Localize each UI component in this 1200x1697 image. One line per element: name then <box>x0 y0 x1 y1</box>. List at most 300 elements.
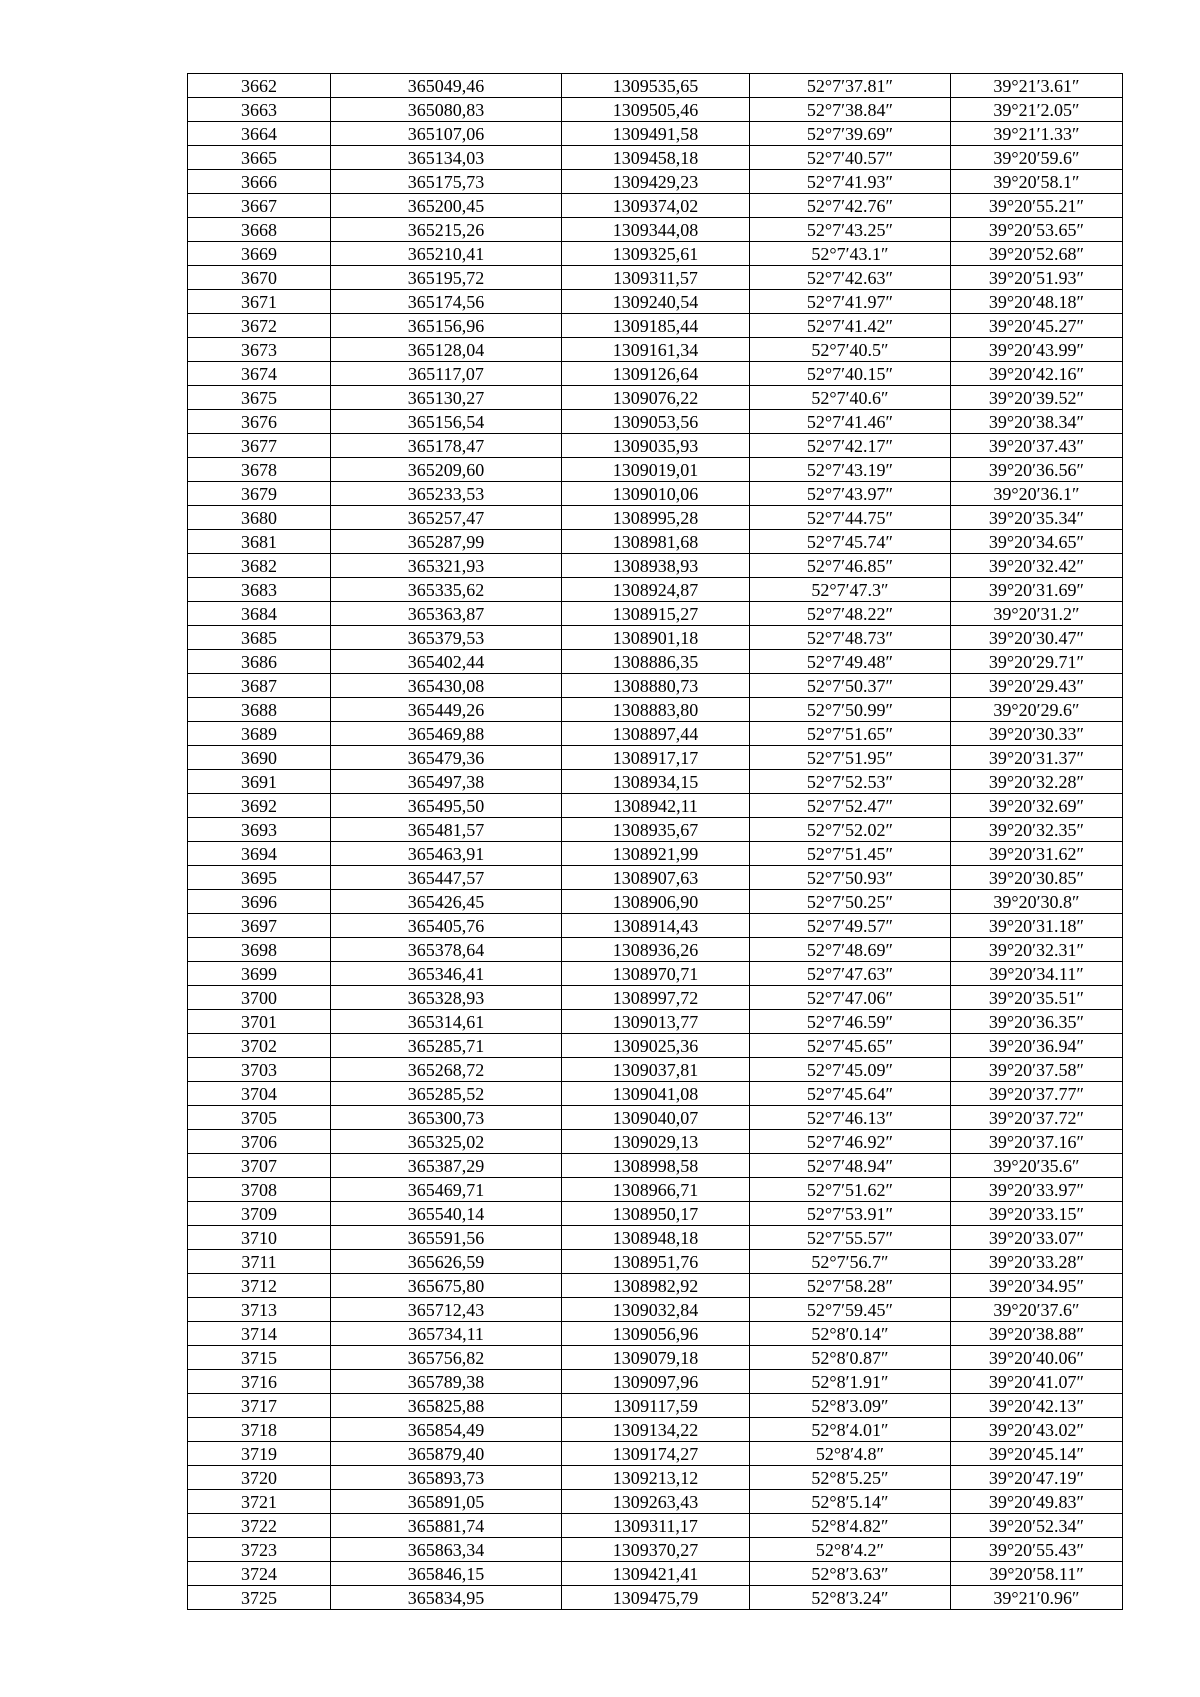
point-number-cell: 3702 <box>188 1034 331 1058</box>
latitude-cell: 52°7′42.76″ <box>750 194 951 218</box>
latitude-cell: 52°7′52.53″ <box>750 770 951 794</box>
table-row <box>188 122 1123 146</box>
y-coordinate-cell: 1308982,92 <box>562 1274 750 1298</box>
table-row <box>188 554 1123 578</box>
latitude-cell: 52°7′43.97″ <box>750 482 951 506</box>
x-coordinate-cell: 365449,26 <box>331 698 562 722</box>
y-coordinate-cell: 1308938,93 <box>562 554 750 578</box>
latitude-cell: 52°7′45.74″ <box>750 530 951 554</box>
longitude-cell: 39°20′36.1″ <box>951 482 1123 506</box>
latitude-cell: 52°7′46.85″ <box>750 554 951 578</box>
latitude-cell: 52°7′48.22″ <box>750 602 951 626</box>
x-coordinate-cell: 365854,49 <box>331 1418 562 1442</box>
x-coordinate-cell: 365335,62 <box>331 578 562 602</box>
latitude-cell: 52°7′47.63″ <box>750 962 951 986</box>
point-number-cell: 3662 <box>188 74 331 98</box>
table-row <box>188 266 1123 290</box>
y-coordinate-cell: 1309032,84 <box>562 1298 750 1322</box>
point-number-cell: 3680 <box>188 506 331 530</box>
point-number-cell: 3712 <box>188 1274 331 1298</box>
longitude-cell: 39°20′32.69″ <box>951 794 1123 818</box>
point-number-cell: 3697 <box>188 914 331 938</box>
table-row <box>188 1130 1123 1154</box>
point-number-cell: 3691 <box>188 770 331 794</box>
x-coordinate-cell: 365447,57 <box>331 866 562 890</box>
x-coordinate-cell: 365891,05 <box>331 1490 562 1514</box>
point-number-cell: 3717 <box>188 1394 331 1418</box>
longitude-cell: 39°20′33.15″ <box>951 1202 1123 1226</box>
longitude-cell: 39°20′29.43″ <box>951 674 1123 698</box>
x-coordinate-cell: 365879,40 <box>331 1442 562 1466</box>
table-row <box>188 98 1123 122</box>
longitude-cell: 39°20′45.14″ <box>951 1442 1123 1466</box>
x-coordinate-cell: 365591,56 <box>331 1226 562 1250</box>
latitude-cell: 52°7′41.46″ <box>750 410 951 434</box>
longitude-cell: 39°20′35.51″ <box>951 986 1123 1010</box>
longitude-cell: 39°20′59.6″ <box>951 146 1123 170</box>
point-number-cell: 3667 <box>188 194 331 218</box>
table-row <box>188 1058 1123 1082</box>
longitude-cell: 39°20′30.47″ <box>951 626 1123 650</box>
y-coordinate-cell: 1309117,59 <box>562 1394 750 1418</box>
y-coordinate-cell: 1309421,41 <box>562 1562 750 1586</box>
latitude-cell: 52°7′43.1″ <box>750 242 951 266</box>
table-row <box>188 770 1123 794</box>
x-coordinate-cell: 365321,93 <box>331 554 562 578</box>
x-coordinate-cell: 365175,73 <box>331 170 562 194</box>
latitude-cell: 52°7′58.28″ <box>750 1274 951 1298</box>
x-coordinate-cell: 365363,87 <box>331 602 562 626</box>
table-row <box>188 530 1123 554</box>
latitude-cell: 52°8′4.82″ <box>750 1514 951 1538</box>
y-coordinate-cell: 1308921,99 <box>562 842 750 866</box>
point-number-cell: 3674 <box>188 362 331 386</box>
table-row <box>188 386 1123 410</box>
x-coordinate-cell: 365210,41 <box>331 242 562 266</box>
point-number-cell: 3718 <box>188 1418 331 1442</box>
y-coordinate-cell: 1309041,08 <box>562 1082 750 1106</box>
table-row <box>188 242 1123 266</box>
x-coordinate-cell: 365378,64 <box>331 938 562 962</box>
x-coordinate-cell: 365402,44 <box>331 650 562 674</box>
latitude-cell: 52°7′55.57″ <box>750 1226 951 1250</box>
point-number-cell: 3670 <box>188 266 331 290</box>
table-row <box>188 698 1123 722</box>
longitude-cell: 39°20′39.52″ <box>951 386 1123 410</box>
y-coordinate-cell: 1309535,65 <box>562 74 750 98</box>
longitude-cell: 39°21′3.61″ <box>951 74 1123 98</box>
longitude-cell: 39°20′37.16″ <box>951 1130 1123 1154</box>
point-number-cell: 3673 <box>188 338 331 362</box>
longitude-cell: 39°20′31.62″ <box>951 842 1123 866</box>
y-coordinate-cell: 1309035,93 <box>562 434 750 458</box>
coordinates-table <box>187 73 1123 1610</box>
point-number-cell: 3694 <box>188 842 331 866</box>
table-row <box>188 1274 1123 1298</box>
x-coordinate-cell: 365481,57 <box>331 818 562 842</box>
x-coordinate-cell: 365626,59 <box>331 1250 562 1274</box>
latitude-cell: 52°7′50.25″ <box>750 890 951 914</box>
latitude-cell: 52°8′3.09″ <box>750 1394 951 1418</box>
longitude-cell: 39°20′40.06″ <box>951 1346 1123 1370</box>
latitude-cell: 52°8′0.14″ <box>750 1322 951 1346</box>
point-number-cell: 3716 <box>188 1370 331 1394</box>
y-coordinate-cell: 1308981,68 <box>562 530 750 554</box>
table-row <box>188 1202 1123 1226</box>
table-row <box>188 410 1123 434</box>
latitude-cell: 52°8′5.14″ <box>750 1490 951 1514</box>
latitude-cell: 52°7′49.48″ <box>750 650 951 674</box>
latitude-cell: 52°7′45.64″ <box>750 1082 951 1106</box>
point-number-cell: 3668 <box>188 218 331 242</box>
table-row <box>188 962 1123 986</box>
latitude-cell: 52°7′59.45″ <box>750 1298 951 1322</box>
latitude-cell: 52°7′40.57″ <box>750 146 951 170</box>
point-number-cell: 3699 <box>188 962 331 986</box>
y-coordinate-cell: 1309429,23 <box>562 170 750 194</box>
table-row <box>188 1442 1123 1466</box>
longitude-cell: 39°20′32.28″ <box>951 770 1123 794</box>
table-row <box>188 194 1123 218</box>
table-row <box>188 314 1123 338</box>
table-row <box>188 1418 1123 1442</box>
y-coordinate-cell: 1308942,11 <box>562 794 750 818</box>
x-coordinate-cell: 365325,02 <box>331 1130 562 1154</box>
x-coordinate-cell: 365257,47 <box>331 506 562 530</box>
latitude-cell: 52°7′51.95″ <box>750 746 951 770</box>
x-coordinate-cell: 365285,71 <box>331 1034 562 1058</box>
latitude-cell: 52°7′42.63″ <box>750 266 951 290</box>
x-coordinate-cell: 365712,43 <box>331 1298 562 1322</box>
x-coordinate-cell: 365379,53 <box>331 626 562 650</box>
x-coordinate-cell: 365540,14 <box>331 1202 562 1226</box>
longitude-cell: 39°20′43.99″ <box>951 338 1123 362</box>
table-row <box>188 1466 1123 1490</box>
x-coordinate-cell: 365080,83 <box>331 98 562 122</box>
point-number-cell: 3706 <box>188 1130 331 1154</box>
latitude-cell: 52°7′41.42″ <box>750 314 951 338</box>
longitude-cell: 39°20′31.18″ <box>951 914 1123 938</box>
longitude-cell: 39°20′37.72″ <box>951 1106 1123 1130</box>
point-number-cell: 3695 <box>188 866 331 890</box>
point-number-cell: 3685 <box>188 626 331 650</box>
longitude-cell: 39°20′52.34″ <box>951 1514 1123 1538</box>
x-coordinate-cell: 365328,93 <box>331 986 562 1010</box>
table-row <box>188 818 1123 842</box>
table-row <box>188 290 1123 314</box>
longitude-cell: 39°20′31.37″ <box>951 746 1123 770</box>
latitude-cell: 52°7′39.69″ <box>750 122 951 146</box>
latitude-cell: 52°8′5.25″ <box>750 1466 951 1490</box>
y-coordinate-cell: 1309370,27 <box>562 1538 750 1562</box>
table-row <box>188 1226 1123 1250</box>
point-number-cell: 3707 <box>188 1154 331 1178</box>
point-number-cell: 3715 <box>188 1346 331 1370</box>
y-coordinate-cell: 1308901,18 <box>562 626 750 650</box>
x-coordinate-cell: 365178,47 <box>331 434 562 458</box>
longitude-cell: 39°20′38.34″ <box>951 410 1123 434</box>
longitude-cell: 39°20′36.35″ <box>951 1010 1123 1034</box>
table-row <box>188 1586 1123 1610</box>
y-coordinate-cell: 1309097,96 <box>562 1370 750 1394</box>
table-row <box>188 794 1123 818</box>
table-row <box>188 482 1123 506</box>
y-coordinate-cell: 1309213,12 <box>562 1466 750 1490</box>
point-number-cell: 3689 <box>188 722 331 746</box>
point-number-cell: 3678 <box>188 458 331 482</box>
table-row <box>188 1514 1123 1538</box>
table-row <box>188 890 1123 914</box>
table-row <box>188 1562 1123 1586</box>
x-coordinate-cell: 365209,60 <box>331 458 562 482</box>
x-coordinate-cell: 365863,34 <box>331 1538 562 1562</box>
longitude-cell: 39°20′38.88″ <box>951 1322 1123 1346</box>
x-coordinate-cell: 365789,38 <box>331 1370 562 1394</box>
y-coordinate-cell: 1309056,96 <box>562 1322 750 1346</box>
latitude-cell: 52°7′42.17″ <box>750 434 951 458</box>
point-number-cell: 3720 <box>188 1466 331 1490</box>
longitude-cell: 39°20′33.07″ <box>951 1226 1123 1250</box>
y-coordinate-cell: 1309263,43 <box>562 1490 750 1514</box>
latitude-cell: 52°7′44.75″ <box>750 506 951 530</box>
y-coordinate-cell: 1308951,76 <box>562 1250 750 1274</box>
x-coordinate-cell: 365215,26 <box>331 218 562 242</box>
x-coordinate-cell: 365825,88 <box>331 1394 562 1418</box>
table-row <box>188 1370 1123 1394</box>
x-coordinate-cell: 365156,96 <box>331 314 562 338</box>
latitude-cell: 52°7′52.02″ <box>750 818 951 842</box>
longitude-cell: 39°20′32.42″ <box>951 554 1123 578</box>
latitude-cell: 52°7′50.99″ <box>750 698 951 722</box>
x-coordinate-cell: 365846,15 <box>331 1562 562 1586</box>
table-row <box>188 938 1123 962</box>
y-coordinate-cell: 1308924,87 <box>562 578 750 602</box>
point-number-cell: 3676 <box>188 410 331 434</box>
table-row <box>188 866 1123 890</box>
point-number-cell: 3681 <box>188 530 331 554</box>
table-row <box>188 458 1123 482</box>
y-coordinate-cell: 1308950,17 <box>562 1202 750 1226</box>
y-coordinate-cell: 1309037,81 <box>562 1058 750 1082</box>
longitude-cell: 39°20′33.28″ <box>951 1250 1123 1274</box>
longitude-cell: 39°20′47.19″ <box>951 1466 1123 1490</box>
point-number-cell: 3663 <box>188 98 331 122</box>
latitude-cell: 52°7′41.93″ <box>750 170 951 194</box>
latitude-cell: 52°8′0.87″ <box>750 1346 951 1370</box>
y-coordinate-cell: 1308934,15 <box>562 770 750 794</box>
point-number-cell: 3687 <box>188 674 331 698</box>
table-row <box>188 1322 1123 1346</box>
longitude-cell: 39°20′43.02″ <box>951 1418 1123 1442</box>
longitude-cell: 39°20′53.65″ <box>951 218 1123 242</box>
point-number-cell: 3686 <box>188 650 331 674</box>
table-row <box>188 626 1123 650</box>
longitude-cell: 39°20′49.83″ <box>951 1490 1123 1514</box>
latitude-cell: 52°7′43.25″ <box>750 218 951 242</box>
x-coordinate-cell: 365469,88 <box>331 722 562 746</box>
point-number-cell: 3684 <box>188 602 331 626</box>
y-coordinate-cell: 1309010,06 <box>562 482 750 506</box>
longitude-cell: 39°20′32.31″ <box>951 938 1123 962</box>
table-row <box>188 362 1123 386</box>
x-coordinate-cell: 365346,41 <box>331 962 562 986</box>
y-coordinate-cell: 1308995,28 <box>562 506 750 530</box>
latitude-cell: 52°7′38.84″ <box>750 98 951 122</box>
point-number-cell: 3705 <box>188 1106 331 1130</box>
x-coordinate-cell: 365300,73 <box>331 1106 562 1130</box>
y-coordinate-cell: 1309053,56 <box>562 410 750 434</box>
y-coordinate-cell: 1309240,54 <box>562 290 750 314</box>
table-row <box>188 1250 1123 1274</box>
latitude-cell: 52°7′37.81″ <box>750 74 951 98</box>
latitude-cell: 52°7′45.65″ <box>750 1034 951 1058</box>
latitude-cell: 52°7′40.15″ <box>750 362 951 386</box>
x-coordinate-cell: 365117,07 <box>331 362 562 386</box>
y-coordinate-cell: 1308917,17 <box>562 746 750 770</box>
longitude-cell: 39°20′58.1″ <box>951 170 1123 194</box>
latitude-cell: 52°8′4.8″ <box>750 1442 951 1466</box>
y-coordinate-cell: 1309325,61 <box>562 242 750 266</box>
latitude-cell: 52°7′48.69″ <box>750 938 951 962</box>
x-coordinate-cell: 365130,27 <box>331 386 562 410</box>
point-number-cell: 3677 <box>188 434 331 458</box>
table-row <box>188 986 1123 1010</box>
table-row <box>188 674 1123 698</box>
table-row <box>188 914 1123 938</box>
longitude-cell: 39°20′37.43″ <box>951 434 1123 458</box>
longitude-cell: 39°20′34.95″ <box>951 1274 1123 1298</box>
longitude-cell: 39°21′1.33″ <box>951 122 1123 146</box>
longitude-cell: 39°20′33.97″ <box>951 1178 1123 1202</box>
table-row <box>188 338 1123 362</box>
point-number-cell: 3679 <box>188 482 331 506</box>
x-coordinate-cell: 365233,53 <box>331 482 562 506</box>
longitude-cell: 39°20′30.85″ <box>951 866 1123 890</box>
point-number-cell: 3693 <box>188 818 331 842</box>
latitude-cell: 52°7′46.92″ <box>750 1130 951 1154</box>
table-row <box>188 746 1123 770</box>
table-row <box>188 74 1123 98</box>
table-row <box>188 1490 1123 1514</box>
point-number-cell: 3701 <box>188 1010 331 1034</box>
point-number-cell: 3724 <box>188 1562 331 1586</box>
point-number-cell: 3713 <box>188 1298 331 1322</box>
table-row <box>188 1106 1123 1130</box>
table-row <box>188 218 1123 242</box>
coordinates-table-body <box>188 74 1123 1610</box>
y-coordinate-cell: 1308998,58 <box>562 1154 750 1178</box>
point-number-cell: 3688 <box>188 698 331 722</box>
longitude-cell: 39°20′31.69″ <box>951 578 1123 602</box>
point-number-cell: 3696 <box>188 890 331 914</box>
y-coordinate-cell: 1308880,73 <box>562 674 750 698</box>
x-coordinate-cell: 365469,71 <box>331 1178 562 1202</box>
y-coordinate-cell: 1309029,13 <box>562 1130 750 1154</box>
latitude-cell: 52°7′51.45″ <box>750 842 951 866</box>
x-coordinate-cell: 365268,72 <box>331 1058 562 1082</box>
point-number-cell: 3710 <box>188 1226 331 1250</box>
x-coordinate-cell: 365463,91 <box>331 842 562 866</box>
latitude-cell: 52°7′50.93″ <box>750 866 951 890</box>
y-coordinate-cell: 1309040,07 <box>562 1106 750 1130</box>
longitude-cell: 39°20′52.68″ <box>951 242 1123 266</box>
y-coordinate-cell: 1309013,77 <box>562 1010 750 1034</box>
longitude-cell: 39°20′31.2″ <box>951 602 1123 626</box>
y-coordinate-cell: 1309475,79 <box>562 1586 750 1610</box>
table-row <box>188 1394 1123 1418</box>
y-coordinate-cell: 1309344,08 <box>562 218 750 242</box>
latitude-cell: 52°7′48.94″ <box>750 1154 951 1178</box>
point-number-cell: 3708 <box>188 1178 331 1202</box>
latitude-cell: 52°7′51.65″ <box>750 722 951 746</box>
latitude-cell: 52°7′43.19″ <box>750 458 951 482</box>
y-coordinate-cell: 1308997,72 <box>562 986 750 1010</box>
point-number-cell: 3704 <box>188 1082 331 1106</box>
y-coordinate-cell: 1308948,18 <box>562 1226 750 1250</box>
x-coordinate-cell: 365128,04 <box>331 338 562 362</box>
table-row <box>188 722 1123 746</box>
x-coordinate-cell: 365430,08 <box>331 674 562 698</box>
longitude-cell: 39°20′36.94″ <box>951 1034 1123 1058</box>
point-number-cell: 3683 <box>188 578 331 602</box>
table-row <box>188 842 1123 866</box>
point-number-cell: 3666 <box>188 170 331 194</box>
x-coordinate-cell: 365174,56 <box>331 290 562 314</box>
x-coordinate-cell: 365107,06 <box>331 122 562 146</box>
table-row <box>188 506 1123 530</box>
table-row <box>188 578 1123 602</box>
longitude-cell: 39°20′32.35″ <box>951 818 1123 842</box>
latitude-cell: 52°7′46.59″ <box>750 1010 951 1034</box>
x-coordinate-cell: 365314,61 <box>331 1010 562 1034</box>
y-coordinate-cell: 1308906,90 <box>562 890 750 914</box>
y-coordinate-cell: 1309076,22 <box>562 386 750 410</box>
longitude-cell: 39°20′55.43″ <box>951 1538 1123 1562</box>
latitude-cell: 52°7′51.62″ <box>750 1178 951 1202</box>
latitude-cell: 52°8′3.24″ <box>750 1586 951 1610</box>
y-coordinate-cell: 1308970,71 <box>562 962 750 986</box>
table-row <box>188 1010 1123 1034</box>
longitude-cell: 39°20′42.13″ <box>951 1394 1123 1418</box>
y-coordinate-cell: 1309134,22 <box>562 1418 750 1442</box>
point-number-cell: 3672 <box>188 314 331 338</box>
point-number-cell: 3700 <box>188 986 331 1010</box>
x-coordinate-cell: 365134,03 <box>331 146 562 170</box>
y-coordinate-cell: 1308914,43 <box>562 914 750 938</box>
y-coordinate-cell: 1308886,35 <box>562 650 750 674</box>
x-coordinate-cell: 365495,50 <box>331 794 562 818</box>
longitude-cell: 39°21′2.05″ <box>951 98 1123 122</box>
latitude-cell: 52°7′56.7″ <box>750 1250 951 1274</box>
y-coordinate-cell: 1309491,58 <box>562 122 750 146</box>
latitude-cell: 52°8′4.01″ <box>750 1418 951 1442</box>
table-row <box>188 170 1123 194</box>
latitude-cell: 52°8′3.63″ <box>750 1562 951 1586</box>
x-coordinate-cell: 365287,99 <box>331 530 562 554</box>
point-number-cell: 3664 <box>188 122 331 146</box>
latitude-cell: 52°7′48.73″ <box>750 626 951 650</box>
latitude-cell: 52°7′45.09″ <box>750 1058 951 1082</box>
point-number-cell: 3698 <box>188 938 331 962</box>
latitude-cell: 52°7′47.3″ <box>750 578 951 602</box>
y-coordinate-cell: 1309185,44 <box>562 314 750 338</box>
x-coordinate-cell: 365881,74 <box>331 1514 562 1538</box>
longitude-cell: 39°20′29.6″ <box>951 698 1123 722</box>
point-number-cell: 3711 <box>188 1250 331 1274</box>
table-row <box>188 1154 1123 1178</box>
longitude-cell: 39°20′48.18″ <box>951 290 1123 314</box>
latitude-cell: 52°8′1.91″ <box>750 1370 951 1394</box>
